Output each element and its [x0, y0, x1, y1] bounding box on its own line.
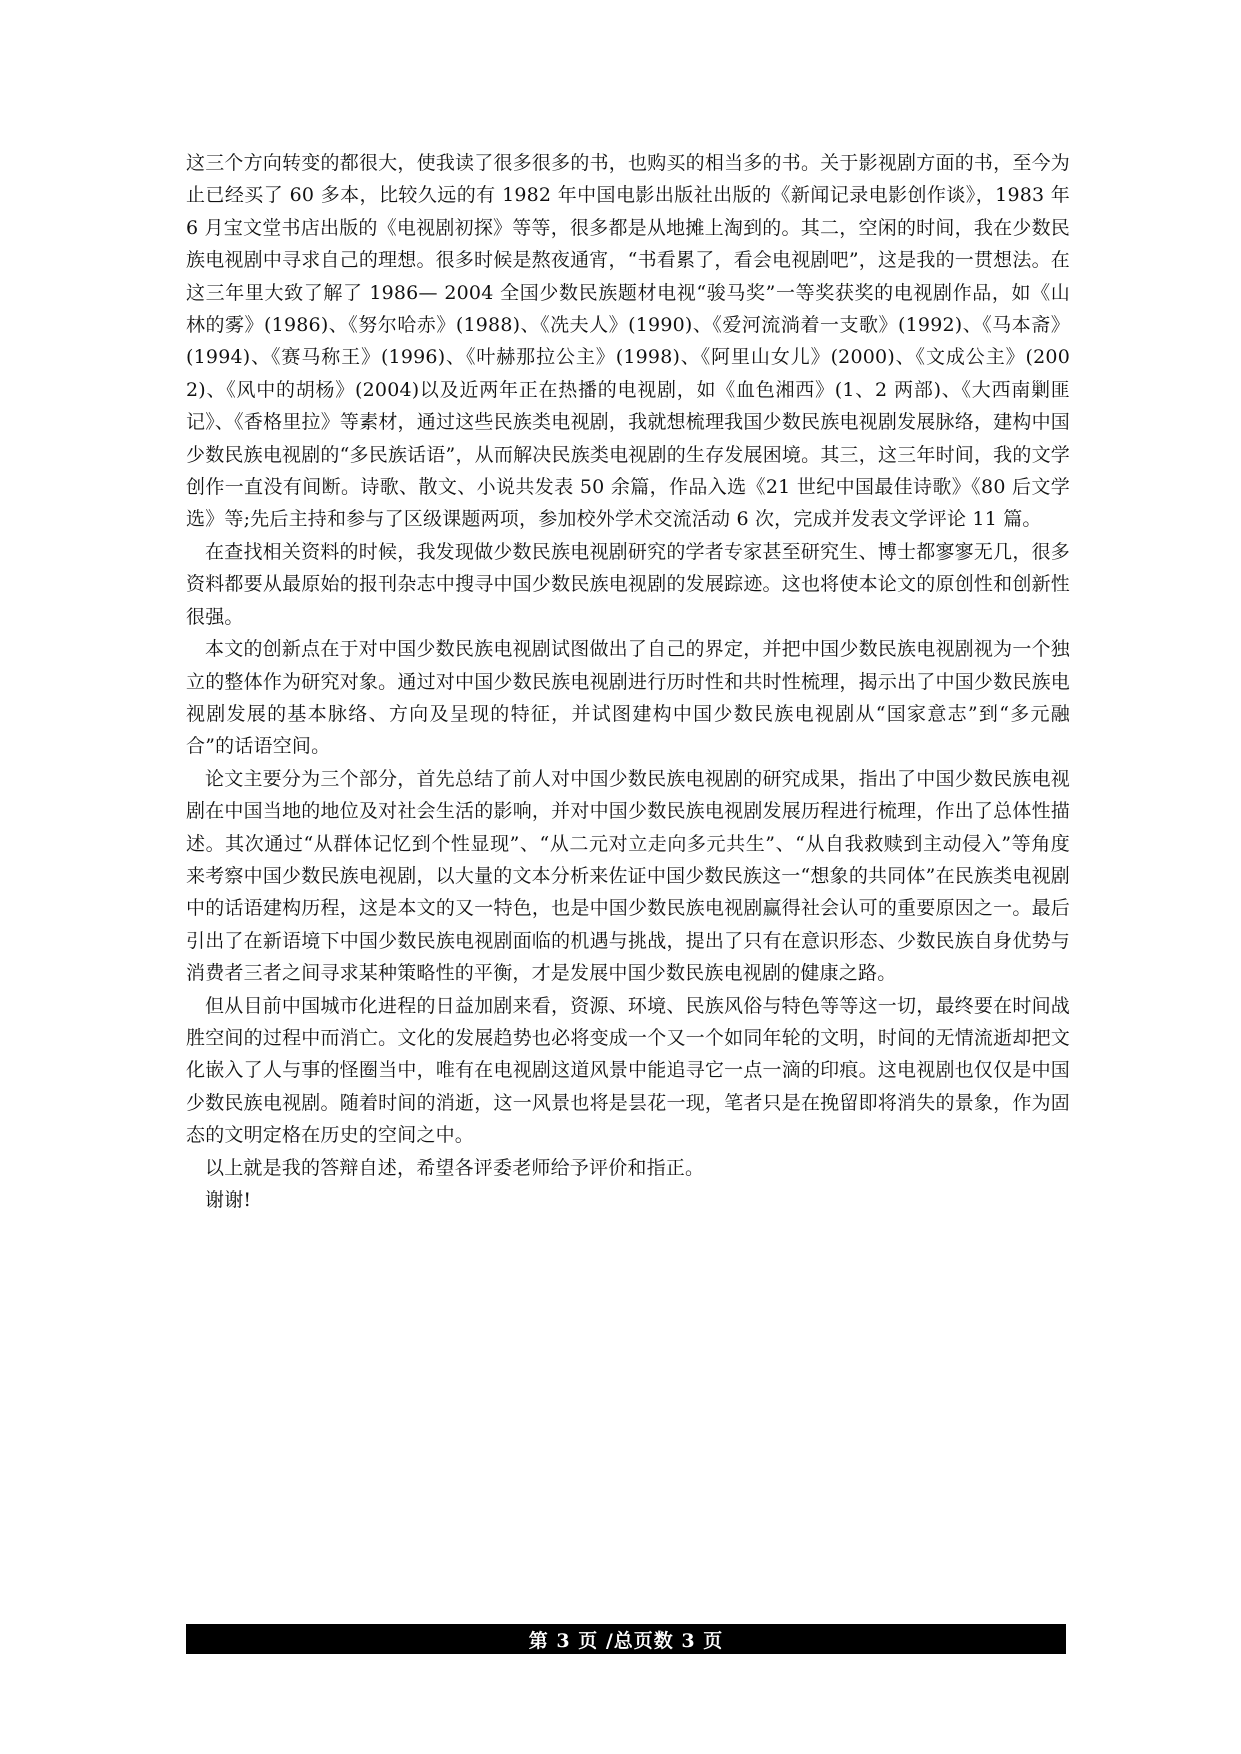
page-footer-bar [186, 1624, 1066, 1654]
paragraph-outlook: 但从目前中国城市化进程的日益加剧来看，资源、环境、民族风俗与特色等等这一切，最终要在时间战胜空间的过程中而消亡。文化的发展趋势也必将变成一个又一个如同年轮的文明，时间的无情流逝却把文化嵌入了人与事的怪圈当中，唯有在电视剧这道风景中能追寻它一点一滴的印痕。这电视剧也仅仅是中国少数民族电视剧。随着时间的消逝，这一风景也将是昙花一现，笔者只是在挽留即将消失的景象，作为固态的文明定格在历史的空间之中。 [186, 994, 1070, 1147]
paragraph-structure: 论文主要分为三个部分，首先总结了前人对中国少数民族电视剧的研究成果，指出了中国少数民族电视剧在中国当地的地位及对社会生活的影响，并对中国少数民族电视剧发展历程进行梳理，作出了总体性描述。其次通过“从群体记忆到个性显现”、“从二元对立走向多元共生”、“从自我救赎到主动侵入”等角度来考察中国少数民族电视剧，以大量的文本分析来佐证中国少数民族这一“想象的共同体”在民族类电视剧中的话语建构历程，这是本文的又一特色，也是中国少数民族电视剧赢得社会认可的重要原因之一。最后引出了在新语境下中国少数民族电视剧面临的机遇与挑战，提出了只有在意识形态、少数民族自身优势与消费者三者之间寻求某种策略性的平衡，才是发展中国少数民族电视剧的健康之路。 [186, 767, 1070, 985]
document-body [186, 147, 1070, 1216]
paragraph-closing: 以上就是我的答辩自述，希望各评委老师给予评价和指正。 [205, 1156, 705, 1179]
paragraph-innovation: 本文的创新点在于对中国少数民族电视剧试图做出了自己的界定，并把中国少数民族电视剧视为一个独立的整体作为研究对象。通过对中国少数民族电视剧进行历时性和共时性梳理，揭示出了中国少数民族电视剧发展的基本脉络、方向及呈现的特征，并试图建构中国少数民族电视剧从“国家意志”到“多元融合”的话语空间。 [186, 638, 1070, 758]
paragraph-thanks: 谢谢! [205, 1189, 252, 1211]
paragraph-research-sources: 在查找相关资料的时候，我发现做少数民族电视剧研究的学者专家甚至研究生、博士都寥寥无几，很多资料都要从最原始的报刊杂志中搜寻中国少数民族电视剧的发展踪迹。这也将使本论文的原创性和创新性很强。 [186, 540, 1070, 628]
paragraph-continuation: 这三个方向转变的都很大，使我读了很多很多的书，也购买的相当多的书。关于影视剧方面的书，至今为止已经买了 60 多本，比较久远的有 1982 年中国电影出版社出版的《新闻记录电影创作谈》，1983 年 6 月宝文堂书店出版的《电视剧初探》等等，很多都是从地摊上淘到的。其二，空闲的时间，我在少数民族电视剧中寻求自己的理想。很多时候是熬夜通宵，“书看累了，看会电视剧吧”，这是我的一贯想法。在这三年里大致了解了 1986— 2004 全国少数民族题材电视“骏马奖”一等奖获奖的电视剧作品，如《山林的雾》(1986)、《努尔哈赤》(1988)、《冼夫人》(1990)、《爱河流淌着一支歌》(1992)、《马本斋》(1994)、《赛马称王》(1996)、《叶赫那拉公主》(1998)、《阿里山女儿》(2000)、《文成公主》(2002)、《风中的胡杨》(2004)以及近两年正在热播的电视剧，如《血色湘西》(1、2 两部)、《大西南剿匪记》、《香格里拉》等素材，通过这些民族类电视剧，我就想梳理我国少数民族电视剧发展脉络，建构中国少数民族电视剧的“多民族话语”，从而解决民族类电视剧的生存发展困境。其三，这三年时间，我的文学创作一直没有间断。诗歌、散文、小说共发表 50 余篇，作品入选《21 世纪中国最佳诗歌》《80 后文学选》等;先后主持和参与了区级课题两项，参加校外学术交流活动 6 次，完成并发表文学评论 11 篇。 [186, 152, 1070, 531]
page-number-label: 第 3 页 /总页数 3 页 [528, 1629, 724, 1652]
